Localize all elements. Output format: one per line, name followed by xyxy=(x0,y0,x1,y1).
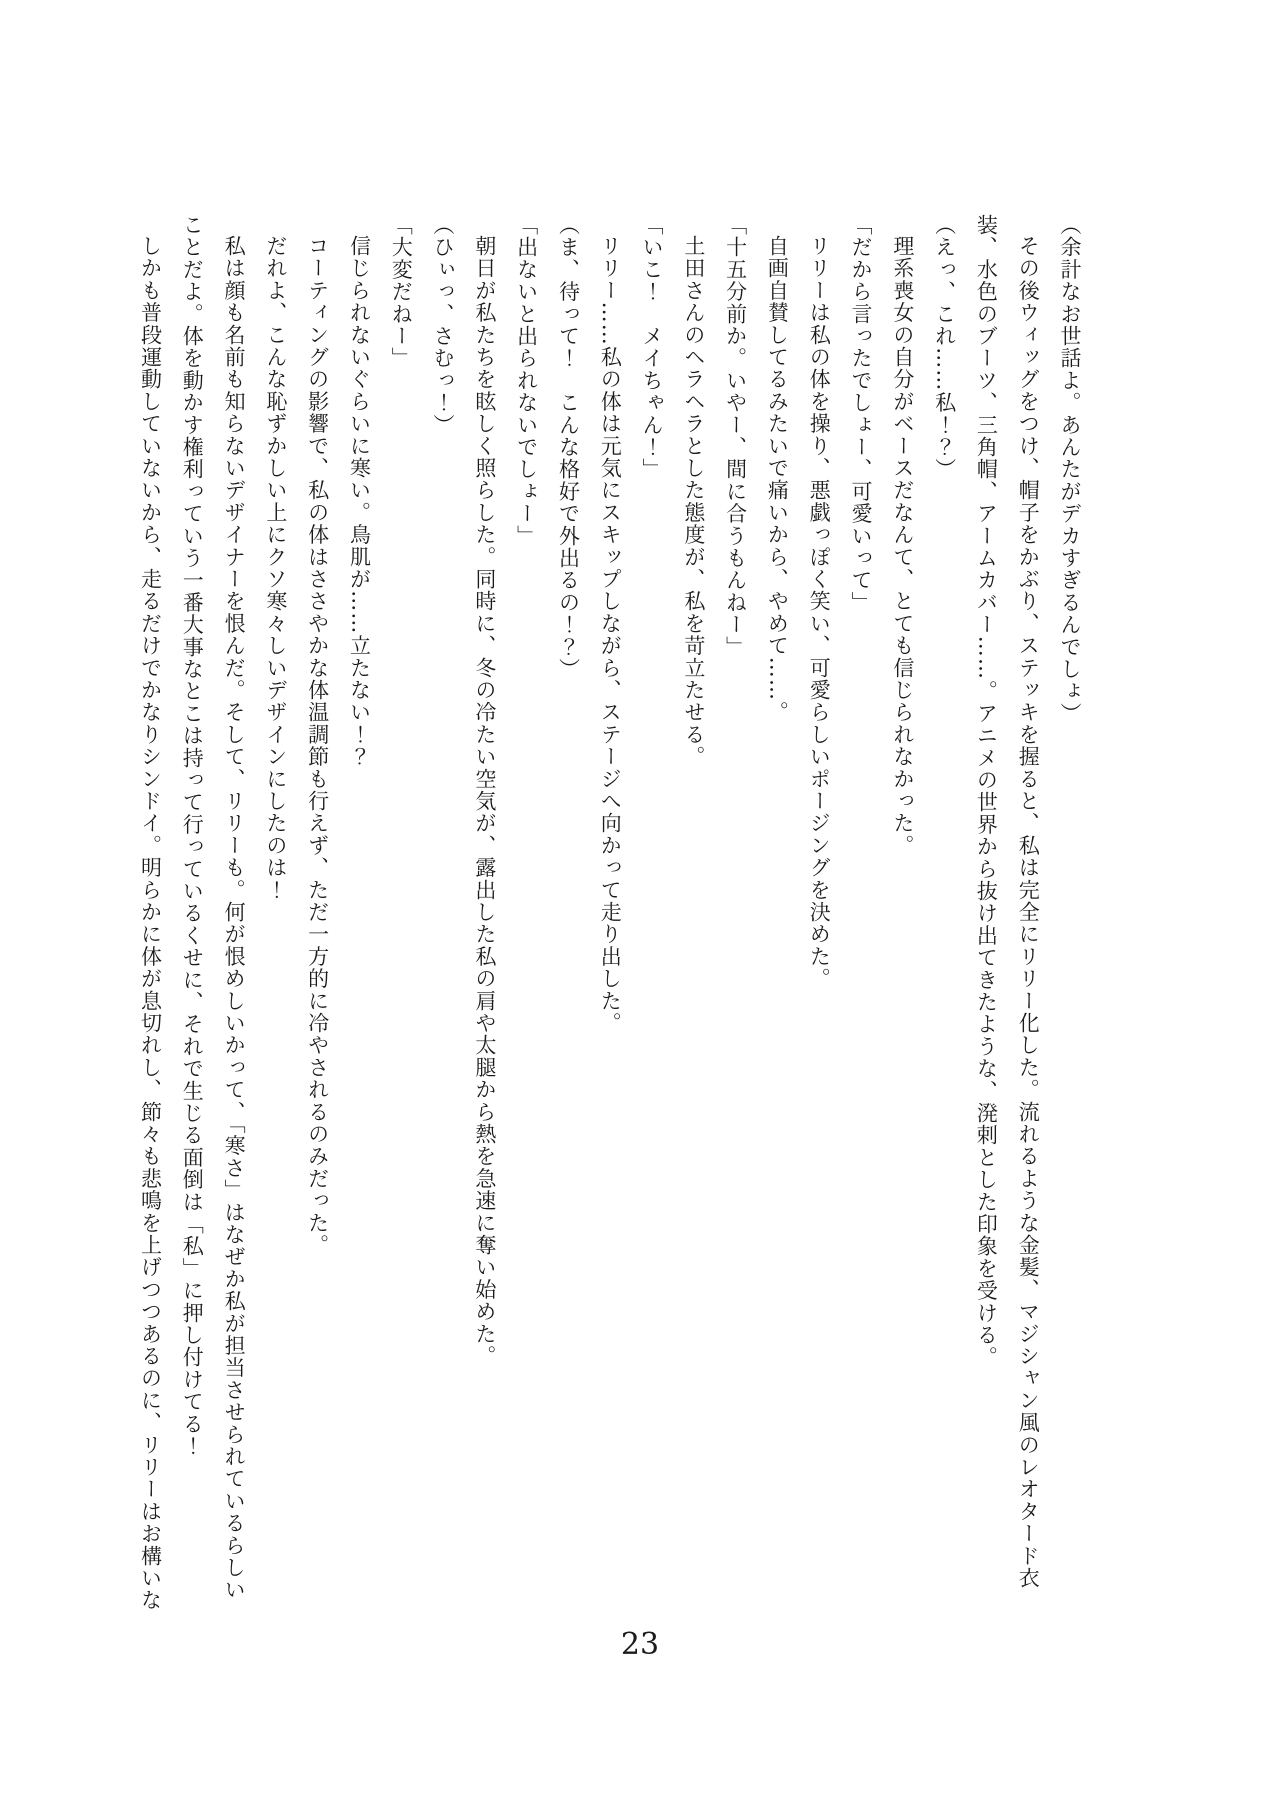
page-number: 23 xyxy=(620,1627,660,1662)
paragraph: しかも普段運動していないから、走るだけでかなりシンドイ。明らかに体が息切れし、節々も悲鳴を上げつつあるのに、リリーはお構いな xyxy=(138,235,163,1612)
paragraph: コーティングの影響で、私の体はささやかな体温調節も行えず、ただ一方的に冷やされるのみだった。 xyxy=(305,235,330,1257)
paragraph: リリーは私の体を操り、悪戯っぽく笑い、可愛らしいポージングを決めた。 xyxy=(807,235,832,990)
paragraph: （えっ、これ……私！？） xyxy=(932,214,957,481)
paragraph: 「だから言ったでしょー、可愛いって」 xyxy=(849,214,874,614)
paragraph: 理系喪女の自分がベースだなんて、とても信じられなかった。 xyxy=(890,235,915,857)
paragraph: （ひぃっ、さむっ！） xyxy=(431,214,456,436)
paragraph: 自画自賛してるみたいで痛いから、やめて……。 xyxy=(765,235,790,724)
paragraph: 信じられないぐらいに寒い。鳥肌が……立たない！？ xyxy=(347,235,372,768)
paragraph: （ま、待って！ こんな格好で外出るの！？） xyxy=(556,214,581,681)
paragraph: 土田さんのヘラヘラとした態度が、私を苛立たせる。 xyxy=(681,235,706,768)
paragraph: 「大変だねー」 xyxy=(389,214,414,370)
body-text xyxy=(129,214,1090,1614)
paragraph: 私は顔も名前も知らないデザイナーを恨んだ。そして、リリーも。何が恨めしいかって、「寒さ」はなぜか私が担当させられているらしいことだよ。体を動かす権利っていう一番大事なとこは持って行っているくせに、それで生じる面倒は「私」に押し付けてる！ xyxy=(180,214,247,1601)
paragraph: だれよ、こんな恥ずかしい上にクソ寒々しいデザインにしたのは！ xyxy=(263,235,288,901)
paragraph: その後ウィッグをつけ、帽子をかぶり、ステッキを握ると、私は完全にリリー化した。流れるような金髪、マジシャン風のレオタード衣装、水色のブーツ、三角帽、アームカバー……。アニメの世界から抜け出てきたような、溌剌とした印象を受ける。 xyxy=(974,214,1041,1590)
paragraph: 朝日が私たちを眩しく照らした。同時に、冬の冷たい空気が、露出した私の肩や太腿から熱を急速に奪い始めた。 xyxy=(472,235,497,1368)
paragraph: 「十五分前か。いやー、間に合うもんねー」 xyxy=(723,214,748,658)
paragraph: リリー……私の体は元気にスキップしながら、ステージへ向かって走り出した。 xyxy=(598,235,623,1035)
paragraph: （余計なお世話よ。あんたがデカすぎるんでしょ） xyxy=(1058,214,1082,725)
paragraph: 「いこ！ メイちゃん！」 xyxy=(640,214,665,481)
paragraph: 「出ないと出られないでしょー」 xyxy=(514,214,539,547)
